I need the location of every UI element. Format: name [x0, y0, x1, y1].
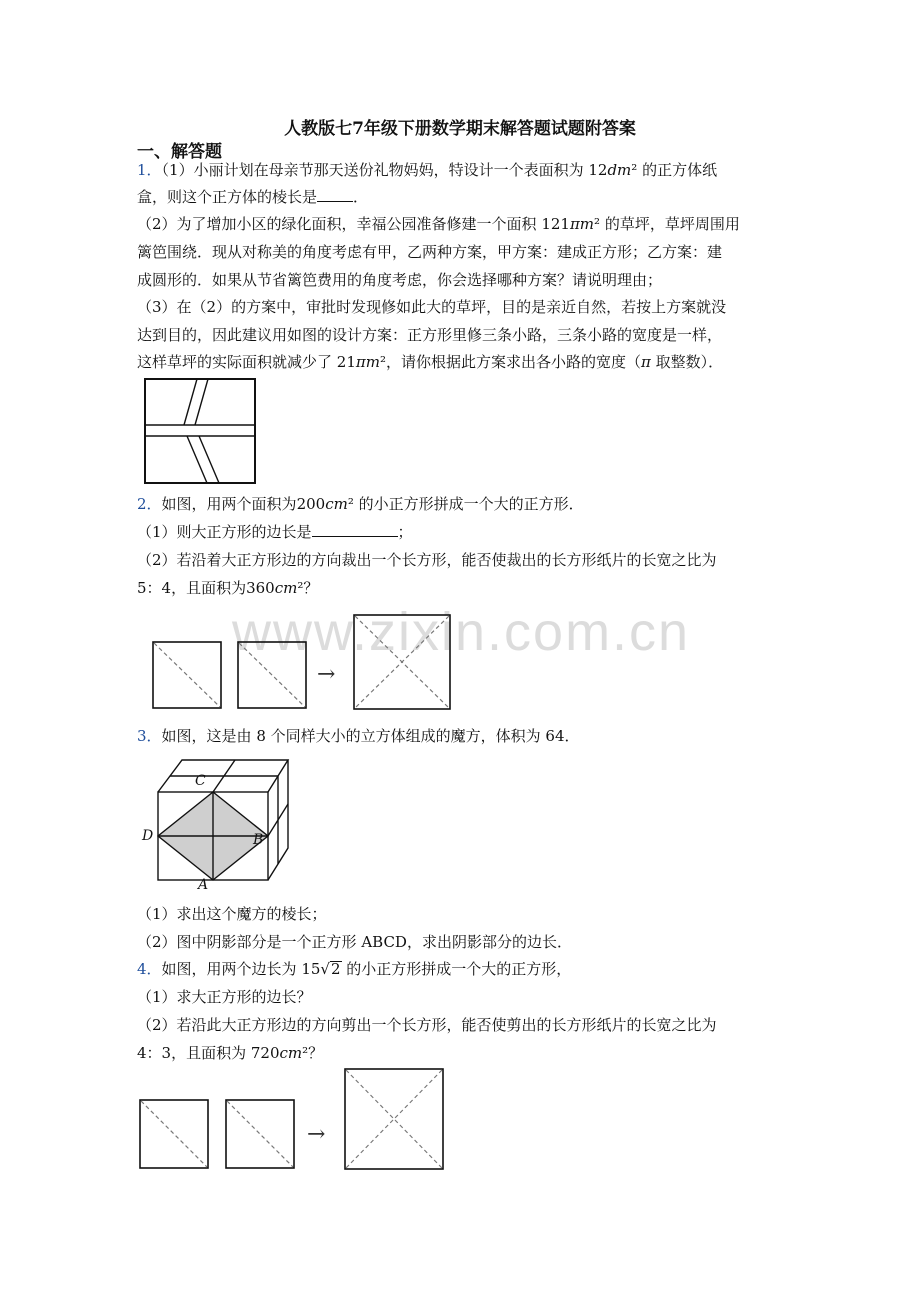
q1-text: ² 的正方体纸 — [631, 161, 718, 179]
q1-text: （2）为了增加小区的绿化面积，幸福公园准备修建一个面积 121 — [137, 215, 570, 233]
q4-number: 4． — [137, 960, 162, 978]
q1-line-4: 篱笆围绕．现从对称美的角度考虑有甲，乙两种方案，甲方案：建成正方形；乙方案：建 — [137, 243, 723, 261]
q4-small-square-right — [225, 1099, 295, 1169]
vertex-label-b: B — [253, 832, 264, 848]
section-heading: 一、解答题 — [137, 142, 222, 162]
sqrt-icon: √ — [320, 960, 330, 978]
q2-line-4 — [137, 578, 318, 598]
arrow-icon: → — [317, 662, 336, 687]
arrow-icon: → — [307, 1122, 326, 1147]
q2-text: ； — [397, 523, 413, 541]
q4-text: 4：3，且面积为 720 — [137, 1044, 280, 1062]
q4-line-3: （2）若沿此大正方形边的方向剪出一个长方形，能否使剪出的长方形纸片的长宽之比为 — [137, 1016, 717, 1034]
q1-line-2 — [137, 187, 368, 207]
q1-line-3 — [137, 214, 740, 234]
q4-small-square-left — [139, 1099, 209, 1169]
q1-line-7: 达到目的，因此建议用如图的设计方案：正方形里修三条小路，三条小路的宽度是一样， — [137, 326, 723, 344]
q2-line-2 — [137, 522, 413, 542]
q4-radicand: 2 — [330, 960, 341, 978]
q4-large-square — [344, 1068, 444, 1170]
q1-line-1 — [137, 160, 717, 180]
vertex-label-c: C — [195, 773, 206, 789]
q3-line-3: （2）图中阴影部分是一个正方形 ABCD，求出阴影部分的边长． — [137, 933, 572, 951]
page-title: 人教版七7年级下册数学期末解答题试题附答案 — [284, 119, 636, 139]
q1-text: ²，请你根据此方案求出各小路的宽度（ — [379, 353, 641, 371]
q1-text: 这样草坪的实际面积就减少了 21 — [137, 353, 356, 371]
q4-line-2: （1）求大正方形的边长？ — [137, 988, 312, 1006]
q3-number: 3． — [137, 727, 162, 745]
q1-unit: πm — [569, 215, 595, 233]
q1-unit: πm — [355, 353, 380, 371]
q4-text: 如图，用两个边长为 15 — [161, 960, 321, 978]
q3-line-1 — [137, 726, 579, 746]
q1-pi: π — [640, 353, 651, 371]
q2-text: 如图，用两个面积为 — [161, 495, 297, 513]
q2-unit: cm — [325, 495, 348, 513]
q2-value: 200 — [296, 495, 326, 513]
vertex-label-d: D — [142, 828, 154, 844]
q4-line-4 — [137, 1043, 323, 1063]
q2-text: ² 的小正方形拼成一个大的正方形． — [347, 495, 584, 513]
q3-line-2: （1）求出这个魔方的棱长； — [137, 905, 327, 923]
q1-unit: dm — [607, 161, 632, 179]
q2-line-3: （2）若沿着大正方形边的方向裁出一个长方形，能否使裁出的长方形纸片的长宽之比为 — [137, 551, 717, 569]
q2-text: 5：4，且面积为 — [137, 579, 247, 597]
q1-line-6: （3）在（2）的方案中，审批时发现修如此大的草坪，目的是亲近自然，若按上方案就没 — [137, 298, 727, 316]
answer-blank — [317, 187, 353, 202]
q1-text: ² 的草坪，草坪周围用 — [594, 215, 740, 233]
q4-text: 的小正方形拼成一个大的正方形， — [341, 960, 572, 978]
q2-small-square-left — [152, 641, 222, 709]
q2-small-square-right — [237, 641, 307, 709]
q4-text: ²？ — [302, 1044, 324, 1062]
answer-blank — [312, 522, 398, 537]
q2-text: （1）则大正方形的边长是 — [137, 523, 312, 541]
q1-line-5: 成圆形的．如果从节省篱笆费用的角度考虑，你会选择哪种方案？请说明理由； — [137, 271, 663, 289]
q1-figure-lawn-paths — [144, 378, 256, 484]
q3-cube-figure — [138, 755, 298, 895]
q1-text: 盒，则这个正方体的棱长是 — [137, 188, 318, 206]
q2-line-1 — [137, 494, 584, 514]
q3-text: 如图，这是由 8 个同样大小的立方体组成的魔方，体积为 64． — [161, 727, 580, 745]
watermark: www.zixin.com.cn — [232, 602, 691, 662]
q4-line-1 — [137, 959, 571, 979]
vertex-label-a: A — [198, 877, 209, 893]
q1-text: ． — [353, 188, 369, 206]
q1-number: 1． — [137, 161, 162, 179]
q4-unit: cm — [279, 1044, 303, 1062]
q1-text: （1）小丽计划在母亲节那天送份礼物妈妈，特设计一个表面积为 12 — [161, 161, 608, 179]
q2-text: ²？ — [297, 579, 319, 597]
q1-line-8 — [137, 352, 723, 372]
q1-text: 取整数）． — [650, 353, 724, 371]
q2-value: 360 — [246, 579, 275, 597]
q2-large-square — [353, 614, 451, 710]
q2-number: 2． — [137, 495, 162, 513]
q2-unit: cm — [274, 579, 298, 597]
